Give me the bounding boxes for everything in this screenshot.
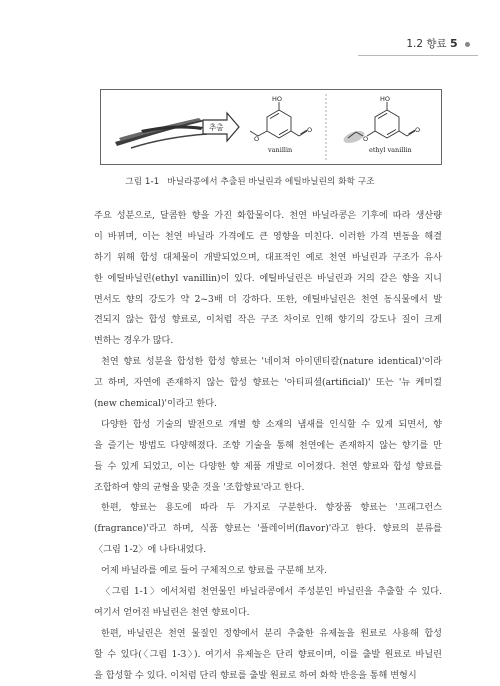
svg-text:O: O	[363, 135, 369, 143]
svg-text:O: O	[415, 126, 421, 134]
text-line: 들 수 있게 되었고, 이는 다양한 향 제품 개발로 이어졌다. 천연 향료와 합성 향료를	[94, 461, 442, 472]
text-line: (fragrance)'라고 하며, 식품 향료는 '플레이버(flavor)'라고 한다. 향료의 분류를	[94, 524, 442, 535]
header-rule	[358, 55, 478, 56]
svg-text:O: O	[254, 135, 260, 143]
text-line: 한편, 바닐린은 천연 물질인 정향에서 분리 추출한 유제놀을 원료로 사용해 합성	[101, 628, 442, 639]
text-line: 변하는 경우가 많다.	[94, 336, 174, 347]
text-line: 주요 성분으로, 달콤한 향을 가진 화합물이다. 천연 바닐라콩은 기후에 따라 생산량	[94, 211, 442, 221]
caption-label: 그림 1-1	[125, 177, 160, 187]
vanillin-label: vanillin	[268, 146, 293, 154]
text-line: 을 합성할 수 있다. 이처럼 단리 향료를 출발 원료로 하여 화학 반응을 통해 변형시	[94, 670, 417, 681]
text-line: 〈그림 1-1〉에서처럼 천연물인 바닐라콩에서 주성분인 바닐린을 추출할 수 있다.	[101, 587, 442, 598]
text-line: 하기 위해 합성 대체물이 개발되었으며, 대표적인 예로 천연 바닐린과 구조가 유사	[94, 252, 442, 263]
text-line: 〈그림 1-2〉에 나타내었다.	[94, 545, 207, 556]
text-line: 이 바뀌며, 이는 천연 바닐라 가격에도 큰 영향을 미친다. 이러한 가격 변동을 해결	[94, 231, 442, 242]
text-line: 어제 바닐라를 예로 들어 구체적으로 향료를 구분해 보자.	[101, 566, 327, 577]
text-line: 다양한 합성 기술의 발전으로 개별 향 소재의 냄새를 인식할 수 있게 되면서, 향	[101, 419, 442, 430]
arrow-label: 추출	[209, 123, 224, 132]
text-line: 조합하여 향의 균형을 맞춘 것을 '조합향료'라고 한다.	[94, 482, 305, 493]
header-section: 1.2 향료	[406, 38, 447, 50]
body-text	[94, 206, 442, 686]
text-line: 한편, 향료는 용도에 따라 두 가지로 구분한다. 향장품 향료는 '프래그런스	[101, 503, 442, 514]
page-number: 5	[450, 37, 458, 50]
vanillin-structure	[250, 102, 307, 138]
paragraph	[94, 624, 442, 686]
vanillin-oh-label: HO	[272, 95, 283, 103]
text-line: 견되지 않는 합성 향료로, 이처럼 작은 구조 차이로 인해 향기의 강도나 질이 크게	[94, 315, 442, 326]
text-line: 한 에틸바닐린(ethyl vanillin)이 있다. 에틸바닐린은 바닐린과 거의 같은 향을 지니	[94, 273, 442, 284]
text-line: 면서도 향의 강도가 약 2~3배 더 강하다. 또한, 에틸바닐린은 천연 동식물에서 발	[94, 294, 442, 305]
running-header	[310, 38, 470, 52]
vanilla-bean-icon	[115, 118, 207, 148]
text-line: 천연 향료 성분을 합성한 합성 향료는 '네이쳐 아이덴티칼(nature identical)'이라	[101, 357, 442, 368]
ethyl-vanillin-label: ethyl vanillin	[369, 146, 412, 154]
header-dot-icon	[465, 42, 470, 47]
paragraph	[94, 498, 442, 561]
text-line: 고 하며, 자연에 존재하지 않는 합성 향료는 '아티피셜(artificial)' 또는 '뉴 케미컬	[94, 378, 442, 389]
svg-text:O: O	[307, 126, 313, 134]
ethyl-vanillin-oh-label: HO	[380, 95, 391, 103]
caption-text: 바닐라콩에서 추출된 바닐린과 에틸바닐린의 화학 구조	[167, 177, 375, 187]
figure-caption	[0, 175, 500, 187]
text-line: 할 수 있다(〈그림 1-3〉). 여기서 유제놀은 단리 향료이며, 이를 출발 원료로 바닐린	[94, 649, 442, 660]
paragraph	[94, 352, 442, 415]
paragraph	[94, 415, 442, 499]
text-line: 을 즐기는 방법도 다양해졌다. 조향 기술을 통해 천연에는 존재하지 않는 향기를 만	[94, 440, 442, 451]
text-line: (new chemical)'이라고 한다.	[94, 399, 217, 410]
paragraph	[94, 561, 442, 582]
vanilla-chemical-structure-figure	[101, 90, 443, 166]
figure-1-1	[100, 89, 442, 165]
paragraph	[94, 582, 442, 624]
text-line: 여기서 얻어진 바닐린은 천연 향료이다.	[94, 607, 250, 618]
paragraph	[94, 206, 442, 352]
